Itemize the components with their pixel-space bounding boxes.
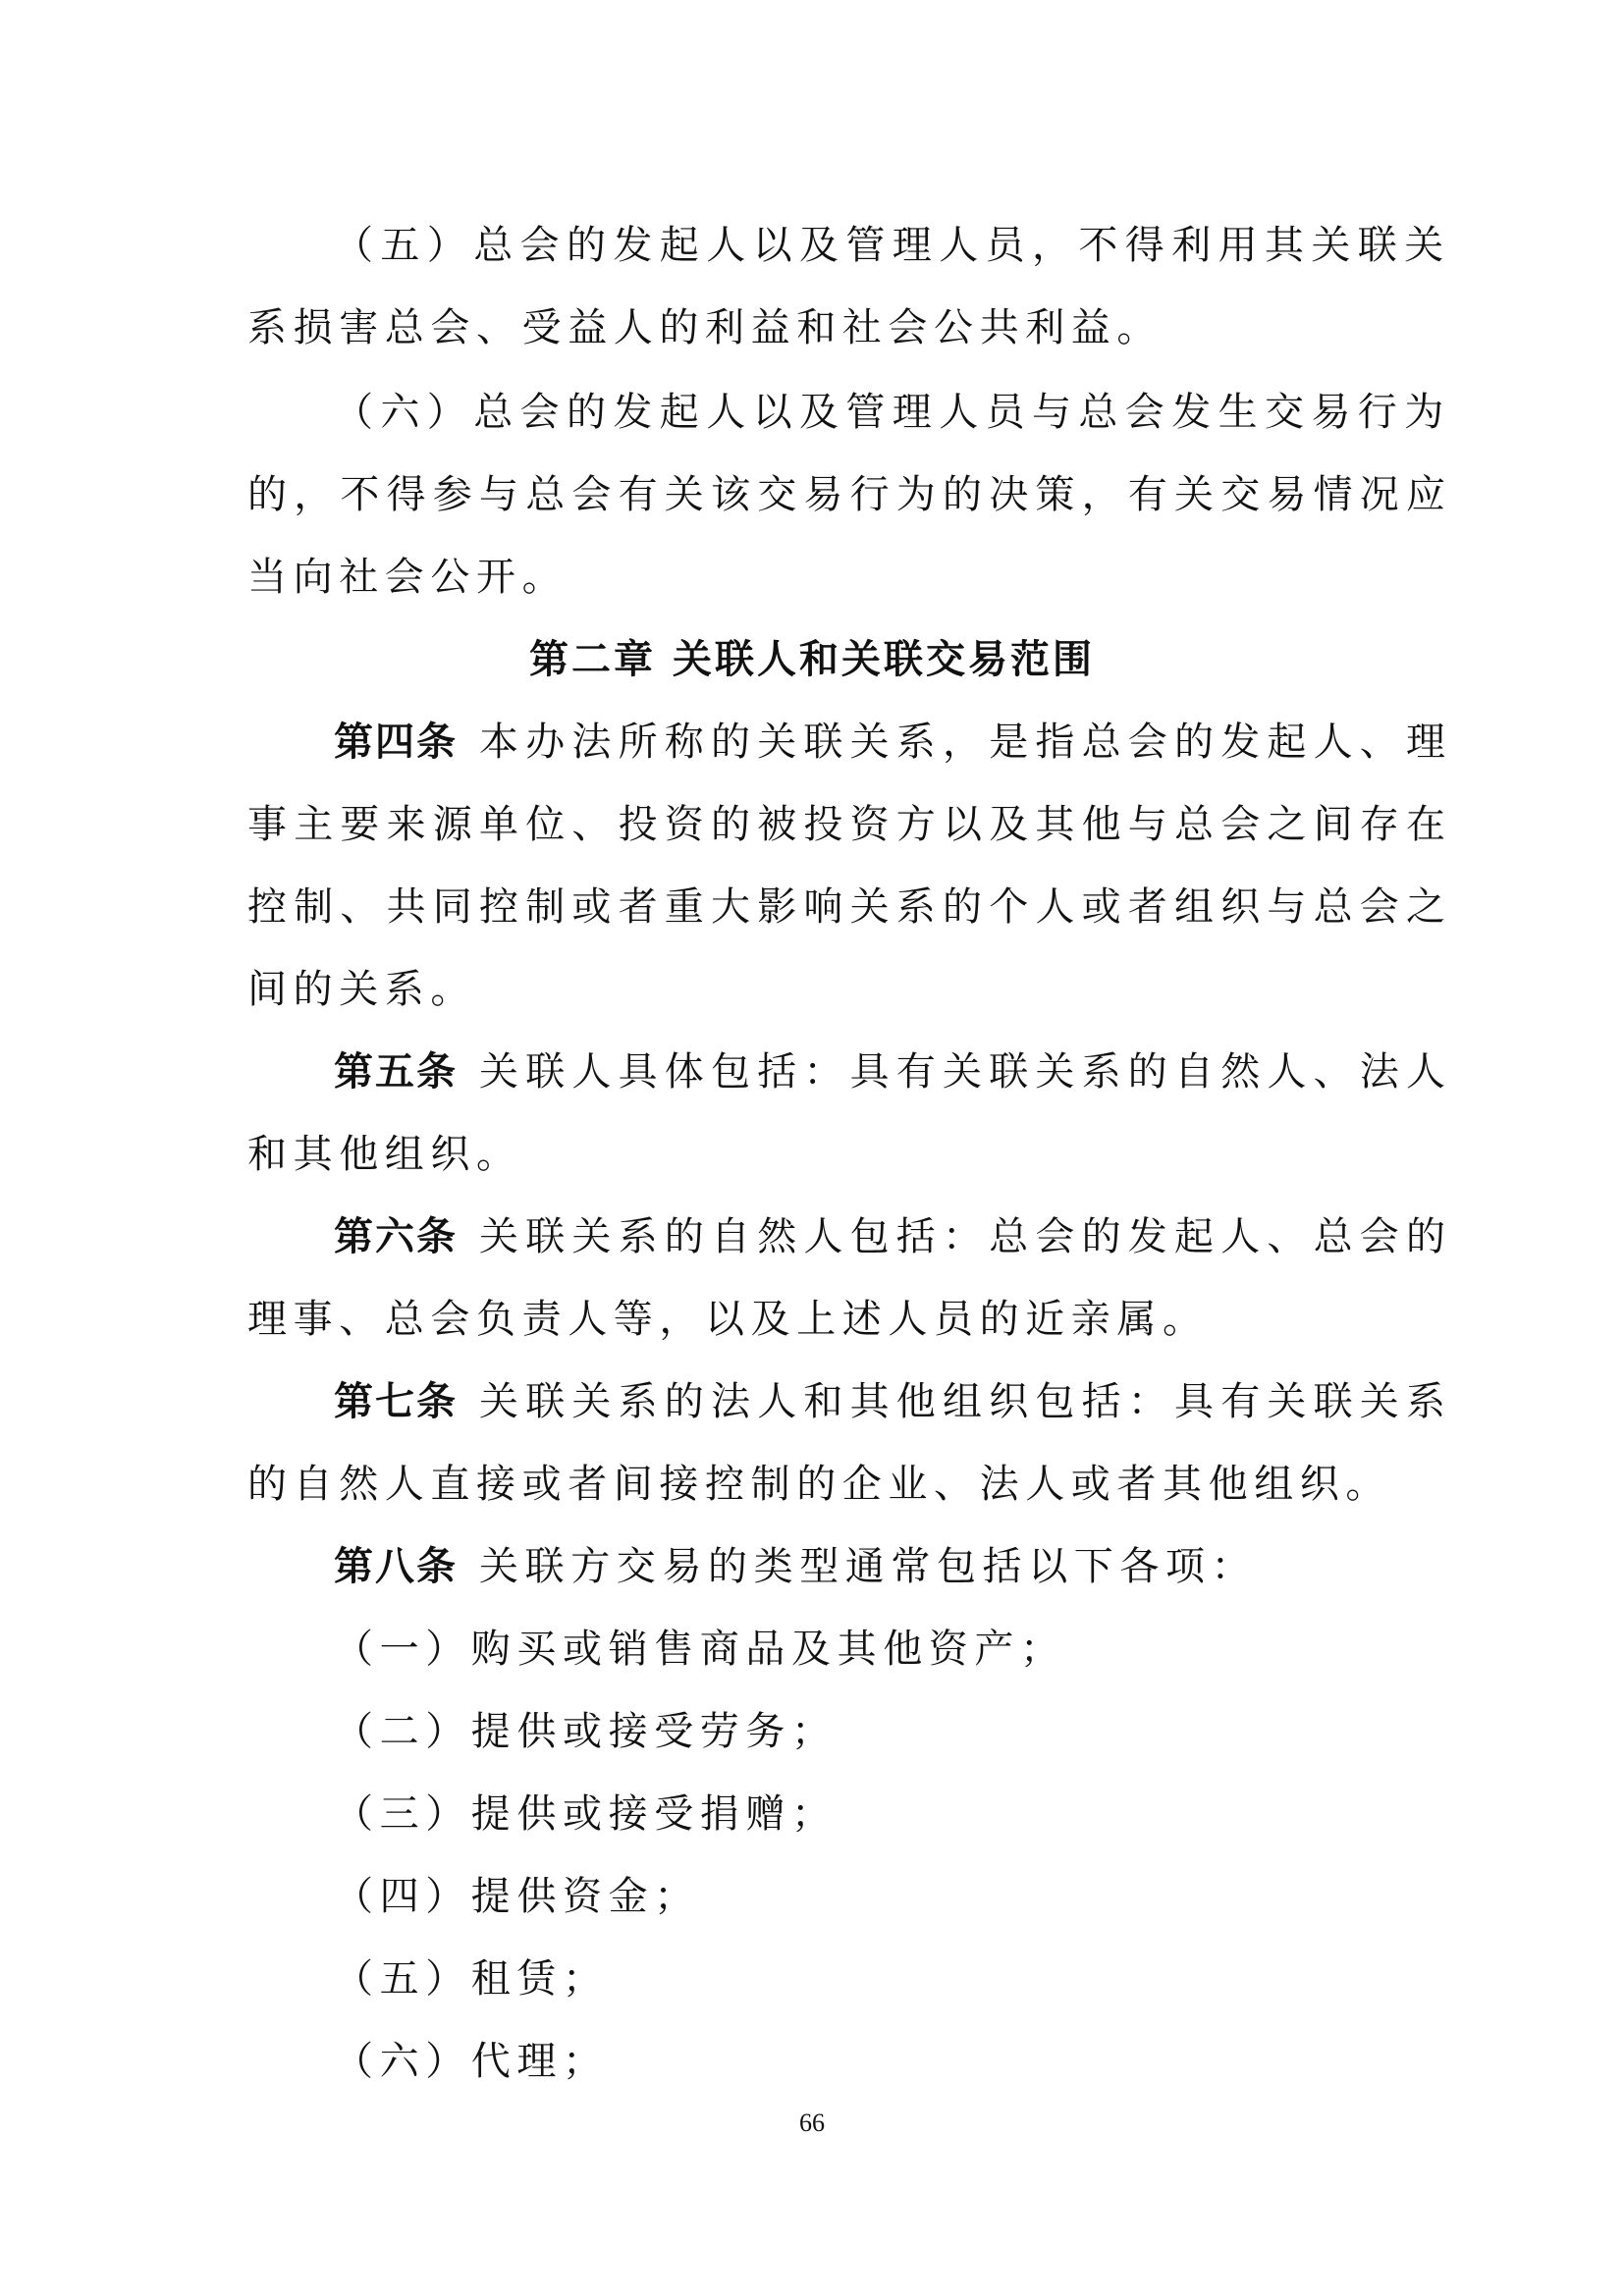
- article-4-text-1: 本办法所称的关联关系，是指总会的发起人、理: [479, 720, 1453, 765]
- article-7-line-1: [334, 1378, 1452, 1425]
- article-5-line-2: 和其他组织。: [247, 1132, 522, 1177]
- article-5-text-1: 关联人具体包括：具有关联关系的自然人、法人: [479, 1049, 1453, 1095]
- article-8-line-1: [334, 1543, 1257, 1590]
- article-5-label: 第五条: [334, 1049, 458, 1095]
- article-4-line-2: 事主要来源单位、投资的被投资方以及其他与总会之间存在: [247, 802, 1453, 847]
- article-4-line-1: [334, 719, 1452, 766]
- page-number: 66: [799, 2109, 825, 2137]
- paragraph-6-line-2: 的，不得参与总会有关该交易行为的决策，有关交易情况应: [247, 472, 1453, 517]
- article-4-line-3: 控制、共同控制或者重大影响关系的个人或者组织与总会之: [247, 884, 1453, 930]
- paragraph-5-line-2: 系损害总会、受益人的利益和社会公共利益。: [247, 305, 1163, 350]
- article-6-line-1: [334, 1213, 1452, 1260]
- article-5-line-1: [334, 1048, 1452, 1095]
- paragraph-6-line-3: 当向社会公开。: [247, 555, 568, 600]
- article-8-text-1: 关联方交易的类型通常包括以下各项：: [479, 1544, 1258, 1589]
- article-8-item-5: （五）租赁；: [334, 1956, 609, 2002]
- article-4-line-4: 间的关系。: [247, 967, 476, 1012]
- article-8-item-2: （二）提供或接受劳务；: [334, 1709, 838, 1754]
- article-8-label: 第八条: [334, 1544, 458, 1589]
- paragraph-6-line-1: （六）总会的发起人以及管理人员与总会发生交易行为: [334, 390, 1451, 435]
- article-6-line-2: 理事、总会负责人等，以及上述人员的近亲属。: [247, 1297, 1209, 1342]
- article-8-item-4: （四）提供资金；: [334, 1874, 700, 1919]
- article-8-item-6: （六）代理；: [334, 2039, 609, 2084]
- paragraph-5-line-1: （五）总会的发起人以及管理人员，不得利用其关联关: [334, 223, 1451, 268]
- article-8-item-1: （一）购买或销售商品及其他资产；: [334, 1627, 1066, 1672]
- article-4-label: 第四条: [334, 720, 458, 765]
- article-7-label: 第七条: [334, 1379, 458, 1424]
- article-6-text-1: 关联关系的自然人包括：总会的发起人、总会的: [479, 1214, 1453, 1259]
- article-6-label: 第六条: [334, 1214, 458, 1259]
- article-8-item-3: （三）提供或接受捐赠；: [334, 1791, 838, 1837]
- chapter-title: 第二章 关联人和关联交易范围: [529, 637, 1095, 682]
- article-7-text-1: 关联关系的法人和其他组织包括：具有关联关系: [479, 1379, 1453, 1424]
- article-7-line-2: 的自然人直接或者间接控制的企业、法人或者其他组织。: [247, 1462, 1391, 1507]
